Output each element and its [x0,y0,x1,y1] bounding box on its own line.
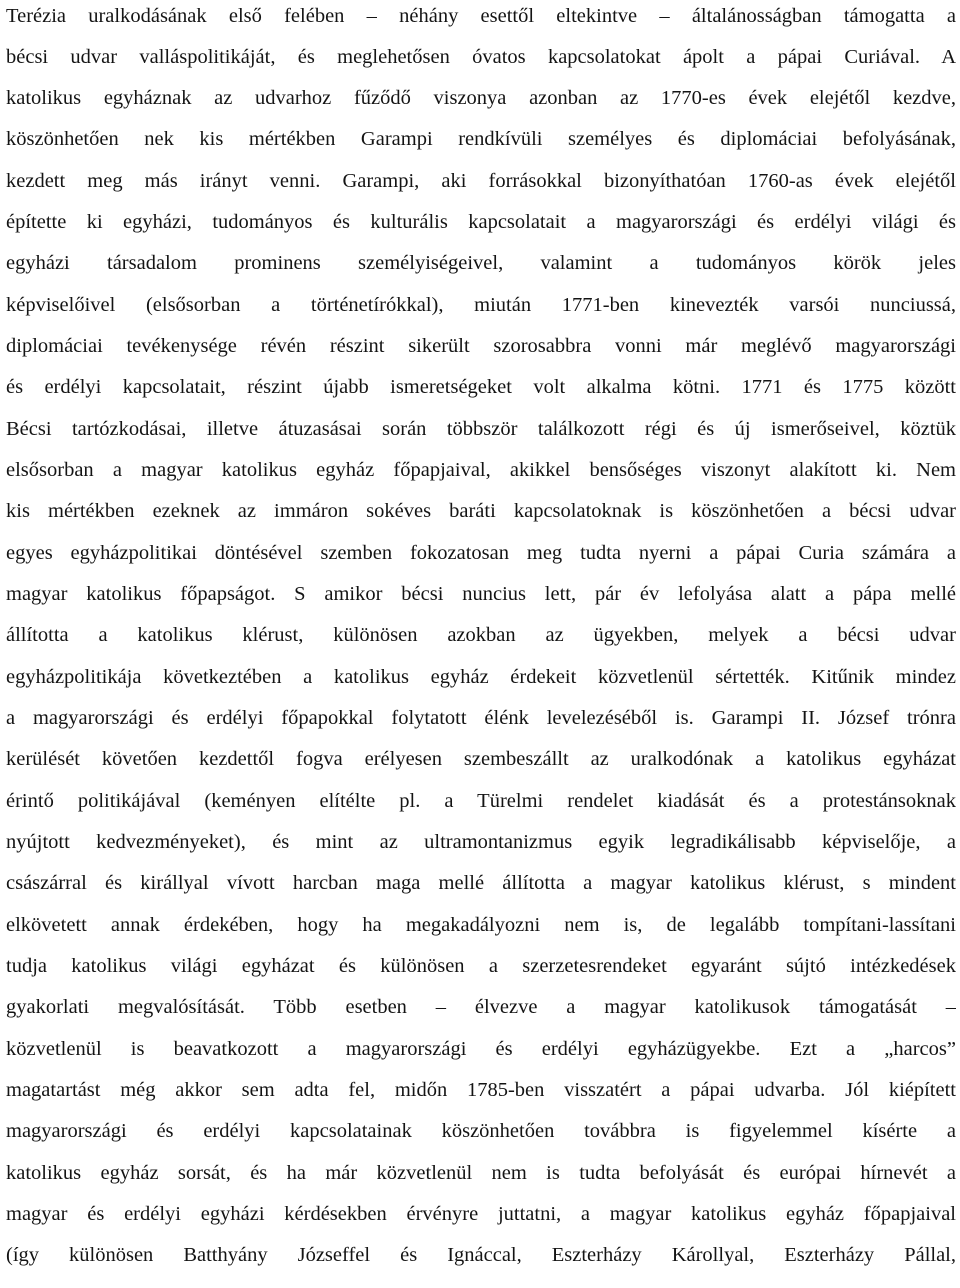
text-line: kis mértékben ezeknek az immáron sokéves baráti kapcsolatoknak is köszönhetően a bécsi udvar [6,500,956,522]
text-line: tudja katolikus világi egyházat és különösen a szerzetesrendeket egyaránt sújtó intézkedések [6,955,956,977]
text-line: (így különösen Batthyány Józseffel és Ignáccal, Eszterházy Károllyal, Eszterházy Pállal, [6,1244,956,1266]
text-line: katolikus egyház sorsát, és ha már közvetlenül nem is tudta befolyását és európai hírnevét a [6,1162,956,1184]
text-line: egyes egyházpolitikai döntésével szemben fokozatosan meg tudta nyerni a pápai Curia számára a [6,542,956,564]
text-line: köszönhetően nek kis mértékben Garampi rendkívüli személyes és diplomáciai befolyásának, [6,128,956,150]
text-line: a magyarországi és erdélyi főpapokkal folytatott élénk levelezéséből is. Garampi II. József trónra [6,707,956,729]
text-line: állította a katolikus klérust, különösen azokban az ügyekben, melyek a bécsi udvar [6,624,956,646]
text-line: Bécsi tartózkodásai, illetve átuzasásai során többször találkozott régi és új ismerőseivel, köztük [6,418,956,440]
text-line: gyakorlati megvalósítását. Több esetben – élvezve a magyar katolikusok támogatását – [6,996,956,1018]
text-line: nyújtott kedvezményeket), és mint az ultramontanizmus egyik legradikálisabb képviselője, a [6,831,956,853]
text-line: elkövetett annak érdekében, hogy ha megakadályozni nem is, de legalább tompítani-lassítani [6,914,956,936]
text-line: diplomáciai tevékenysége révén részint sikerült szorosabbra vonni már meglévő magyarországi [6,335,956,357]
text-line: érintő politikájával (keményen elítélte pl. a Türelmi rendelet kiadását és a protestánsoknak [6,790,956,812]
text-line: elsősorban a magyar katolikus egyház főpapjaival, akikkel bensőséges viszonyt alakított ki. Nem [6,459,956,481]
document-page [6,0,956,1288]
text-line: egyházpolitikája következtében a katolikus egyház érdekeit közvetlenül sértették. Kitűnik mindez [6,666,956,688]
text-line: magatartást még akkor sem adta fel, midőn 1785-ben visszatért a pápai udvarba. Jól kiépített [6,1079,956,1101]
text-line: és erdélyi kapcsolatait, részint újabb ismeretségeket volt alkalma kötni. 1771 és 1775 között [6,376,956,398]
text-line: magyar és erdélyi egyházi kérdésekben érvényre juttatni, a magyar katolikus egyház főpapjaival [6,1203,956,1225]
text-line: építette ki egyházi, tudományos és kulturális kapcsolatait a magyarországi és erdélyi világi és [6,211,956,233]
text-line: császárral és királlyal vívott harcban maga mellé állította a magyar katolikus klérust, s mindent [6,872,956,894]
text-line: magyar katolikus főpapságot. S amikor bécsi nuncius lett, pár év lefolyása alatt a pápa mellé [6,583,956,605]
text-line: bécsi udvar valláspolitikáját, és meglehetősen óvatos kapcsolatokat ápolt a pápai Curiával. A [6,46,956,68]
text-line: Terézia uralkodásának első felében – néhány esettől eltekintve – általánosságban támogatta a [6,5,956,27]
text-line: katolikus egyháznak az udvarhoz fűződő viszonya azonban az 1770-es évek elejétől kezdve, [6,87,956,109]
text-line: kezdett meg más irányt venni. Garampi, aki forrásokkal bizonyíthatóan 1760-as évek elejétől [6,170,956,192]
text-line: kerülését követően kezdettől fogva erélyesen szembeszállt az uralkodónak a katolikus egyházat [6,748,956,770]
text-line: képviselőivel (elsősorban a történetírókkal), miután 1771-ben kinevezték varsói nunciussá, [6,294,956,316]
text-line: egyházi társadalom prominens személyiségeivel, valamint a tudományos körök jeles [6,252,956,274]
text-line: magyarországi és erdélyi kapcsolatainak köszönhetően továbbra is figyelemmel kísérte a [6,1120,956,1142]
text-line: közvetlenül is beavatkozott a magyarországi és erdélyi egyházügyekbe. Ezt a „harcos” [6,1038,956,1060]
